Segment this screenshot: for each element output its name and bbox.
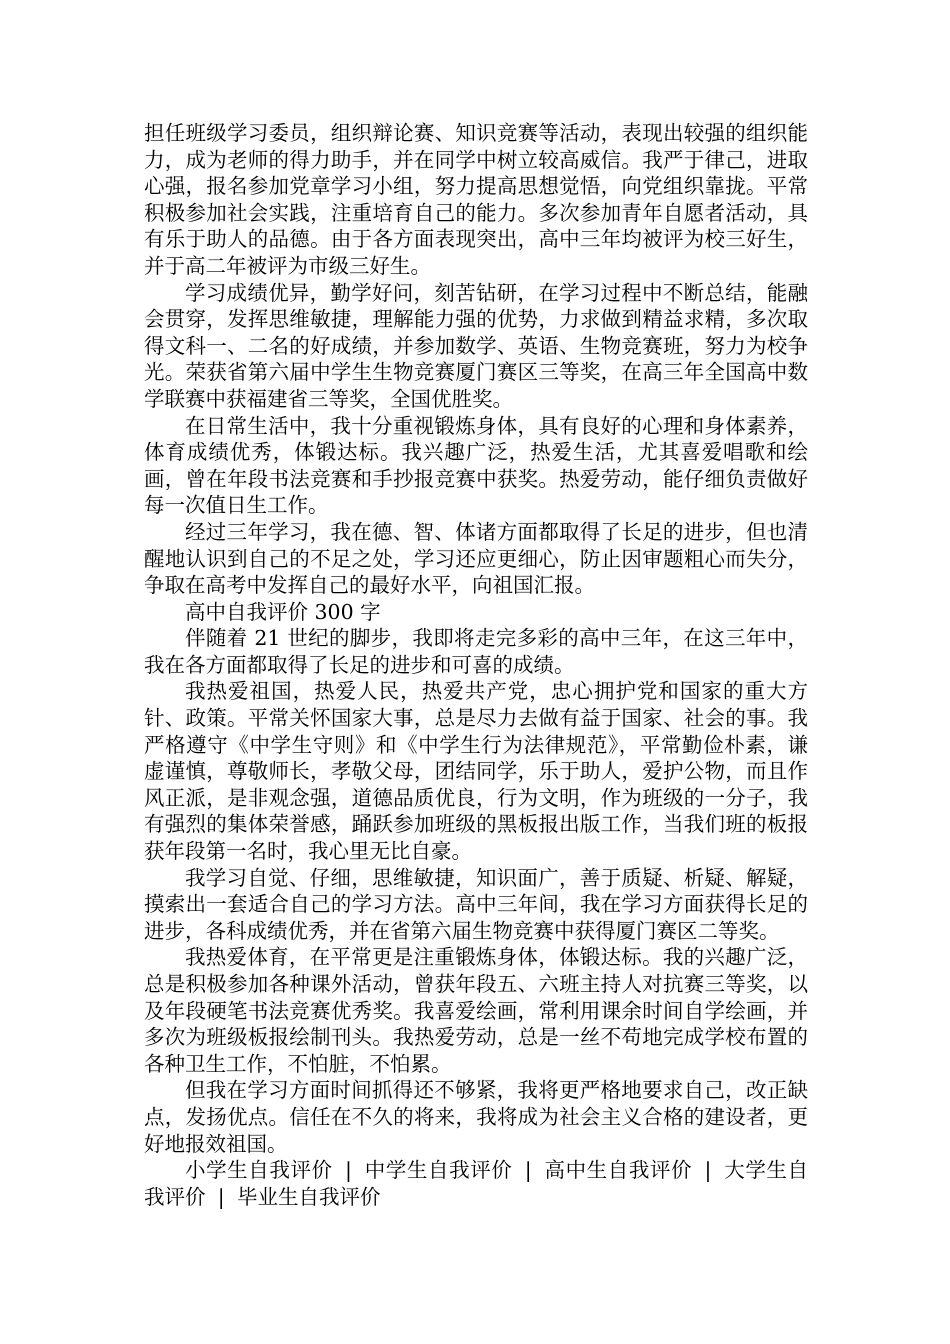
paragraph-daily-life: 在日常生活中，我十分重视锻炼身体，具有良好的心理和身体素养，体育成绩优秀，体锻达标。我兴趣广泛，热爱生活，尤其喜爱唱歌和绘画，曾在年段书法竞赛和手抄报竞赛中获奖。热爱劳动，能仔细负责做好每一次值日生工作。 [144, 413, 808, 518]
link-separator: | [217, 1184, 225, 1209]
link-separator: | [704, 1158, 712, 1183]
link-middle-school-evaluation[interactable]: 中学生自我评价 [364, 1158, 513, 1183]
paragraph-study: 我学习自觉、仔细，思维敏捷，知识面广，善于质疑、析疑、解疑，摸索出一套适合自己的学习方法。高中三年间，我在学习方面获得长足的进步，各科成绩优秀，并在省第六届生物竞赛中获得厦门赛区二等奖。 [144, 865, 808, 943]
link-separator: | [344, 1158, 352, 1183]
paragraph-leadership: 担任班级学习委员，组织辩论赛、知识竞赛等活动，表现出较强的组织能力，成为老师的得力助手，并在同学中树立较高威信。我严于律己，进取心强，报名参加党章学习小组，努力提高思想觉悟，向党组织靠拢。平常积极参加社会实践，注重培育自己的能力。多次参加青年自愿者活动，具有乐于助人的品德。由于各方面表现突出，高中三年均被评为校三好生，并于高二年被评为市级三好生。 [144, 121, 808, 278]
paragraph-intro: 伴随着 21 世纪的脚步，我即将走完多彩的高中三年，在这三年中，我在各方面都取得了长足的进步和可喜的成绩。 [144, 626, 808, 677]
related-links-nav [144, 1157, 808, 1210]
paragraph-academics: 学习成绩优异，勤学好问，刻苦钻研，在学习过程中不断总结，能融会贯穿，发挥思维敏捷，理解能力强的优势，力求做到精益求精，多次取得文科一、二名的好成绩，并参加数学、英语、生物竞赛班，努力为校争光。荣获省第六届中学生生物竞赛厦门赛区三等奖，在高三年全国高中数学联赛中获福建省三等奖，全国优胜奖。 [144, 280, 808, 411]
link-university-evaluation[interactable]: 大学生自我评价 [144, 1158, 809, 1209]
section-title: 高中自我评价 300 字 [185, 599, 381, 624]
paragraph-sports: 我热爱体育，在平常更是注重锻炼身体，体锻达标。我的兴趣广泛，总是积极参加各种课外活动，曾获年段五、六班主持人对抗赛三等奖，以及年段硬笔书法竞赛优秀奖。我喜爱绘画，常利用课余时间自学绘画，并多次为班级板报绘制刊头。我热爱劳动，总是一丝不苟地完成学校布置的各种卫生工作，不怕脏，不怕累。 [144, 945, 808, 1076]
paragraph-conclusion: 但我在学习方面时间抓得还不够紧，我将更严格地要求自己，改正缺点，发扬优点。信任在不久的将来，我将成为社会主义合格的建设者，更好地报效祖国。 [144, 1078, 808, 1156]
link-high-school-evaluation[interactable]: 高中生自我评价 [543, 1158, 693, 1183]
link-graduate-evaluation[interactable]: 毕业生自我评价 [237, 1184, 381, 1209]
paragraph-summary: 经过三年学习，我在德、智、体诸方面都取得了长足的进步，但也清醒地认识到自己的不足之处，学习还应更细心，防止因审题粗心而失分，争取在高考中发挥自己的最好水平，向祖国汇报。 [144, 519, 808, 598]
document-page [144, 120, 808, 1210]
link-separator: | [524, 1158, 532, 1183]
link-primary-school-evaluation[interactable]: 小学生自我评价 [185, 1158, 333, 1183]
paragraph-patriotism: 我热爱祖国，热爱人民，热爱共产党，忠心拥护党和国家的重大方针、政策。平常关怀国家大事，总是尽力去做有益于国家、社会的事。我严格遵守《中学生守则》和《中学生行为法律规范》，平常勤俭朴素，谦虚谨慎，尊敬师长，孝敬父母，团结同学，乐于助人，爱护公物，而且作风正派，是非观念强，道德品质优良，行为文明，作为班级的一分子，我有强烈的集体荣誉感，踊跃参加班级的黑板报出版工作，当我们班的板报获年段第一名时，我心里无比自豪。 [144, 679, 808, 864]
